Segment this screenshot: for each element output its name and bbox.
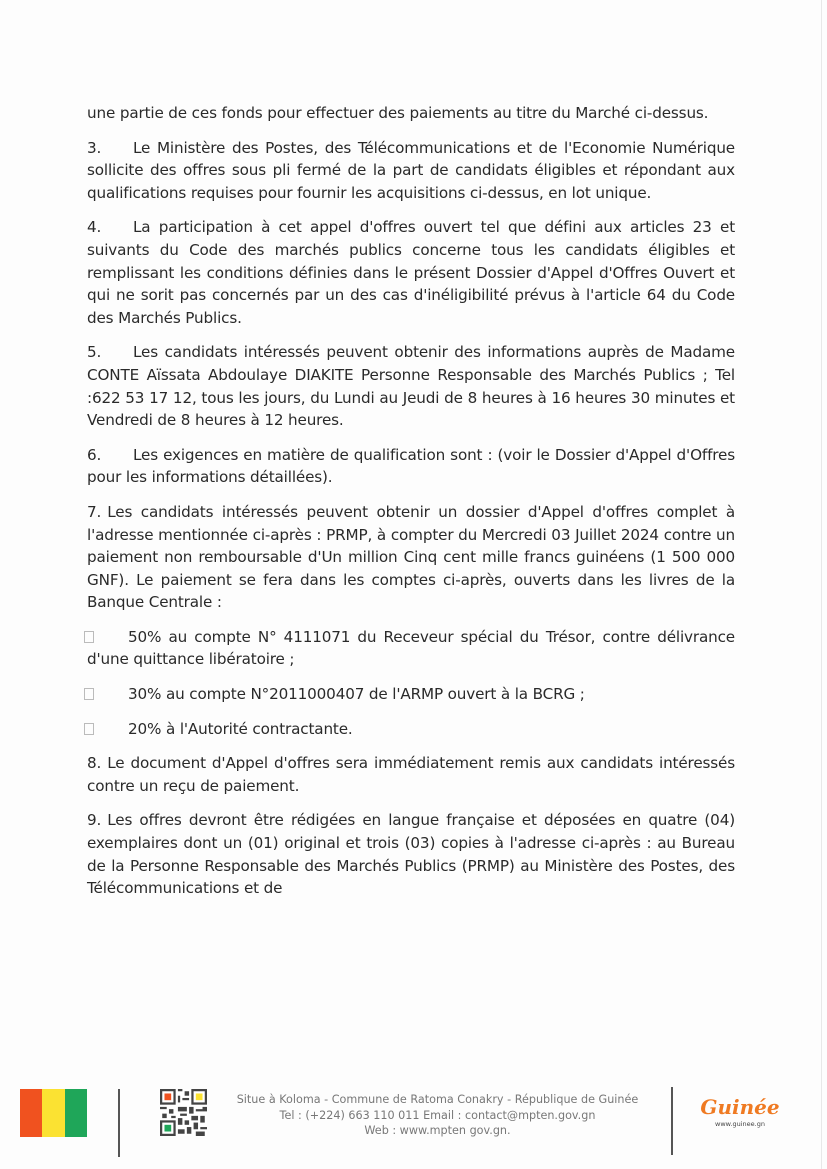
paragraph-4 (87, 216, 735, 329)
paragraph-number: 6. (87, 445, 102, 464)
document-body (87, 102, 735, 912)
paragraph-5 (87, 341, 735, 431)
paragraph-text: Le document d'Appel d'offres sera immédiatement remis aux candidats intéressés contre un reçu de paiement. (87, 754, 735, 795)
page-edge (821, 0, 822, 1169)
paragraph-number: 9. (87, 811, 102, 830)
paragraph-number: 4. (87, 218, 102, 237)
paragraph-number: 5. (87, 343, 102, 362)
paragraph-text: Les offres devront être rédigées en langue française et déposées en quatre (04) exemplaires dont un (01) original et trois (03) copies à l'adresse ci-après : au Bureau de la Personne Responsable des Marchés Publics (PRMP) au Ministère des Postes, des Télécommunications et de (87, 811, 735, 898)
paragraph-number: 3. (87, 138, 102, 157)
qr-code-icon (160, 1089, 207, 1136)
paragraph-7 (87, 501, 735, 614)
bullet-box-icon (84, 631, 94, 643)
paragraph-continuation (87, 102, 735, 125)
paragraph-text: Les candidats intéressés peuvent obtenir un dossier d'Appel d'offres complet à l'adresse mentionnée ci-après : PRMP, à compter du Mercredi 03 Juillet 2024 contre un paiement non remboursable d'Un million Cinq cent mille francs guinéens (1 500 000 GNF). Le paiement se fera dans les comptes ci-après, ouverts dans les livres de la Banque Centrale : (87, 502, 735, 612)
footer-divider (671, 1087, 673, 1155)
bullet-text: 30% au compte N°2011000407 de l'ARMP ouvert à la BCRG ; (128, 685, 585, 704)
page-footer (0, 1085, 827, 1160)
paragraph-number: 7. (87, 502, 102, 521)
paragraph-text: une partie de ces fonds pour effectuer des paiements au titre du Marché ci-dessus. (87, 104, 709, 122)
paragraph-8 (87, 752, 735, 797)
paragraph-number: 8. (87, 754, 102, 773)
flag-band-red (20, 1089, 42, 1137)
paragraph-text: Les candidats intéressés peuvent obtenir des informations auprès de Madame CONTE Aïssata Abdoulaye DIAKITE Personne Responsable des Marchés Publics ; Tel :622 53 17 12, tous les jours, du Lundi au Jeudi de 8 heures à 16 heures 30 minutes et Vendredi de 8 heures à 12 heures. (87, 343, 735, 430)
guinea-flag-icon (20, 1089, 87, 1137)
payment-bullet (87, 683, 735, 706)
paragraph-9 (87, 809, 735, 899)
paragraph-6 (87, 444, 735, 489)
bullet-text: 50% au compte N° 4111071 du Receveur spécial du Trésor, contre délivrance d'une quittance libératoire ; (87, 627, 735, 669)
paragraph-3 (87, 137, 735, 205)
paragraph-text: La participation à cet appel d'offres ouvert tel que défini aux articles 23 et suivants du Code des marchés publics concerne tous les candidats éligibles et remplissant les conditions définies dans le présent Dossier d'Appel d'Offres Ouvert et qui ne sorit pas concernés par un des cas d'inéligibilité prévus à l'article 64 du Code des Marchés Publics. (87, 218, 735, 327)
footer-address: Situe à Koloma - Commune de Ratoma Conakry - République de Guinée (236, 1093, 639, 1106)
flag-band-yellow (42, 1089, 64, 1137)
bullet-box-icon (84, 688, 94, 700)
payment-bullet (87, 718, 735, 741)
guinee-logo (690, 1095, 790, 1140)
footer-divider (118, 1089, 120, 1157)
paragraph-text: Le Ministère des Postes, des Télécommunications et de l'Economie Numérique sollicite des offres sous pli fermé de la part de candidats éligibles et répondant aux qualifications requises pour fournir les acquisitions ci-dessus, en lot unique. (87, 138, 735, 202)
footer-website[interactable]: Web : www.mpten gov.gn. (364, 1124, 511, 1137)
logo-url: www.guinee.gn (715, 1120, 765, 1128)
bullet-box-icon (84, 723, 94, 735)
payment-bullet (87, 626, 735, 671)
bullet-text: 20% à l'Autorité contractante. (128, 719, 353, 738)
flag-band-green (65, 1089, 87, 1137)
footer-phone-email[interactable]: Tel : (+224) 663 110 011 Email : contact@mpten.gov.gn (279, 1108, 596, 1122)
footer-contact (205, 1092, 670, 1139)
paragraph-text: Les exigences en matière de qualification sont : (voir le Dossier d'Appel d'Offres pour les informations détaillées). (87, 445, 735, 487)
logo-word: Guinée (700, 1095, 780, 1119)
